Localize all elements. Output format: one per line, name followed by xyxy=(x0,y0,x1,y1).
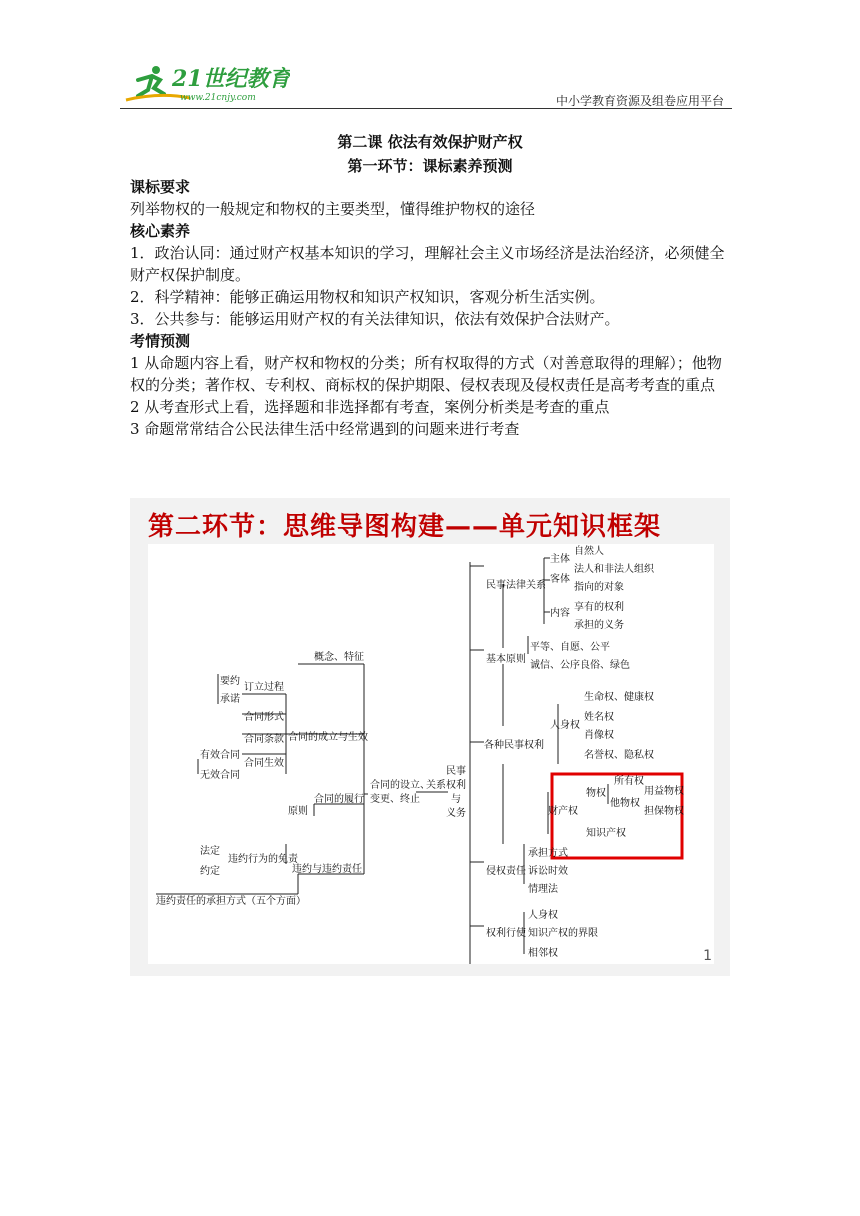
tort-node: 侵权责任 xyxy=(486,866,526,877)
section-subtitle: 第一环节：课标素养预测 xyxy=(347,157,513,175)
object-node: 客体 xyxy=(550,574,570,585)
life-right-node: 生命权、健康权 xyxy=(584,692,654,703)
property-right-node: 财产权 xyxy=(548,806,578,817)
heading-core-literacy: 核心素养 xyxy=(130,222,191,240)
exercise-ip-node: 知识产权的界限 xyxy=(528,928,598,939)
bear-node: 承担方式 xyxy=(528,848,568,859)
core-item: 1．政治认同：通过财产权基本知识的学习，理解社会主义市场经济是法治经济，必须健全财产权保护制度。 xyxy=(130,244,725,284)
concept-node: 概念、特征 xyxy=(314,652,364,663)
mindmap-slide xyxy=(130,498,730,976)
breach-node: 违约与违约责任 xyxy=(292,864,362,875)
duties-node: 承担的义务 xyxy=(574,620,624,631)
logo-graphic xyxy=(120,56,290,112)
core-item: 2．科学精神：能够正确运用物权和知识产权知识，客观分析生活实例。 xyxy=(130,288,605,306)
other-real-right-node: 他物权 xyxy=(610,798,640,809)
real-right-node: 物权 xyxy=(586,788,606,799)
valid-node: 有效合同 xyxy=(200,750,240,761)
core-item: 3．公共参与：能够运用财产权的有关法律知识，依法有效保护合法财产。 xyxy=(130,310,620,328)
form-node: 合同形式 xyxy=(244,712,284,723)
exempt-node: 违约行为的免责 xyxy=(228,854,298,865)
doc-body xyxy=(130,176,734,440)
personal-right-node: 人身权 xyxy=(550,720,580,731)
legal-node: 法定 xyxy=(200,846,220,857)
logo xyxy=(120,56,290,112)
honest-node: 诚信、公序良俗、绿色 xyxy=(530,660,630,671)
limitation-node: 诉讼时效 xyxy=(528,866,568,877)
center-node: 义务 xyxy=(446,808,466,819)
portrait-right-node: 肖像权 xyxy=(584,730,614,741)
accept-node: 承诺 xyxy=(220,694,240,705)
logo-main-text: 21世纪教育 xyxy=(172,66,290,92)
usufruct-node: 用益物权 xyxy=(644,786,684,797)
center-node: 权利 xyxy=(446,780,466,791)
basic-principle-node: 基本原则 xyxy=(486,654,526,665)
mindmap xyxy=(148,544,714,964)
contract-node: 合同的设立、 xyxy=(370,780,430,791)
rights-enjoy-node: 享有的权利 xyxy=(574,602,624,613)
subject-node: 主体 xyxy=(550,554,570,565)
center-node: 与 xyxy=(451,794,461,805)
fault-node: 情理法 xyxy=(528,884,558,895)
header-divider xyxy=(120,108,732,109)
lesson-title: 第二课 依法有效保护财产权 xyxy=(337,133,523,151)
equal-node: 平等、自愿、公平 xyxy=(530,642,610,653)
conclude-node: 订立过程 xyxy=(244,682,284,693)
heading-curriculum: 课标要求 xyxy=(130,178,191,196)
mindmap-diagram xyxy=(148,544,714,964)
ip-node: 知识产权 xyxy=(586,828,626,839)
terms-node: 合同条款 xyxy=(244,734,284,745)
formation-node: 合同的成立与生效 xyxy=(288,732,368,743)
curriculum-text: 列举物权的一般规定和物权的主要类型，懂得维护物权的途径 xyxy=(130,200,536,218)
civil-rights-node: 各种民事权利 xyxy=(484,740,544,751)
perform-node: 合同的履行 xyxy=(314,794,364,805)
contract-node: 变更、终止 xyxy=(370,794,420,805)
agreed-node: 约定 xyxy=(200,866,220,877)
slide-title: 第二环节：思维导图构建——单元知识框架 xyxy=(148,512,662,542)
neighbor-right-node: 相邻权 xyxy=(528,948,558,959)
invalid-node: 无效合同 xyxy=(200,770,240,781)
security-right-node: 担保物权 xyxy=(644,806,684,817)
title-block xyxy=(130,130,730,178)
slide-page-number: 1 xyxy=(703,948,712,964)
liability-ways-node: 违约责任的承担方式（五个方面） xyxy=(156,896,306,907)
site-tagline: 中小学教育资源及组卷应用平台 xyxy=(555,94,724,108)
target-node: 指向的对象 xyxy=(574,582,624,593)
forecast-item: 3 命题常常结合公民法律生活中经常遇到的问题来进行考查 xyxy=(130,420,520,438)
forecast-item: 2 从考查形式上看，选择题和非选择都有考查，案例分析类是考查的重点 xyxy=(130,398,610,416)
exercise-personal-node: 人身权 xyxy=(528,910,558,921)
natural-person-node: 自然人 xyxy=(574,546,604,557)
civil-relation-node: 民事法律关系 xyxy=(486,580,546,591)
forecast-item: 1 从命题内容上看，财产权和物权的分类；所有权取得的方式（对善意取得的理解）；他物权的分类；著作权、专利权、商标权的保护期限、侵权表现及侵权责任是高考考查的重点 xyxy=(130,354,722,394)
ownership-node: 所有权 xyxy=(614,776,644,787)
logo-url-text: www.21cnjy.com xyxy=(180,93,256,103)
honor-right-node: 名誉权、隐私权 xyxy=(584,750,654,761)
name-right-node: 姓名权 xyxy=(584,712,614,723)
heading-exam-forecast: 考情预测 xyxy=(130,332,191,350)
offer-node: 要约 xyxy=(220,676,240,687)
relation-label: 关系 xyxy=(426,780,446,791)
principle-node: 原则 xyxy=(288,806,308,817)
page-header xyxy=(120,56,732,112)
content-node: 内容 xyxy=(550,608,570,619)
center-node: 民事 xyxy=(446,766,466,777)
legal-person-node: 法人和非法人组织 xyxy=(574,564,654,575)
exercise-node: 权利行使 xyxy=(486,928,526,939)
effect-node: 合同生效 xyxy=(244,758,284,769)
